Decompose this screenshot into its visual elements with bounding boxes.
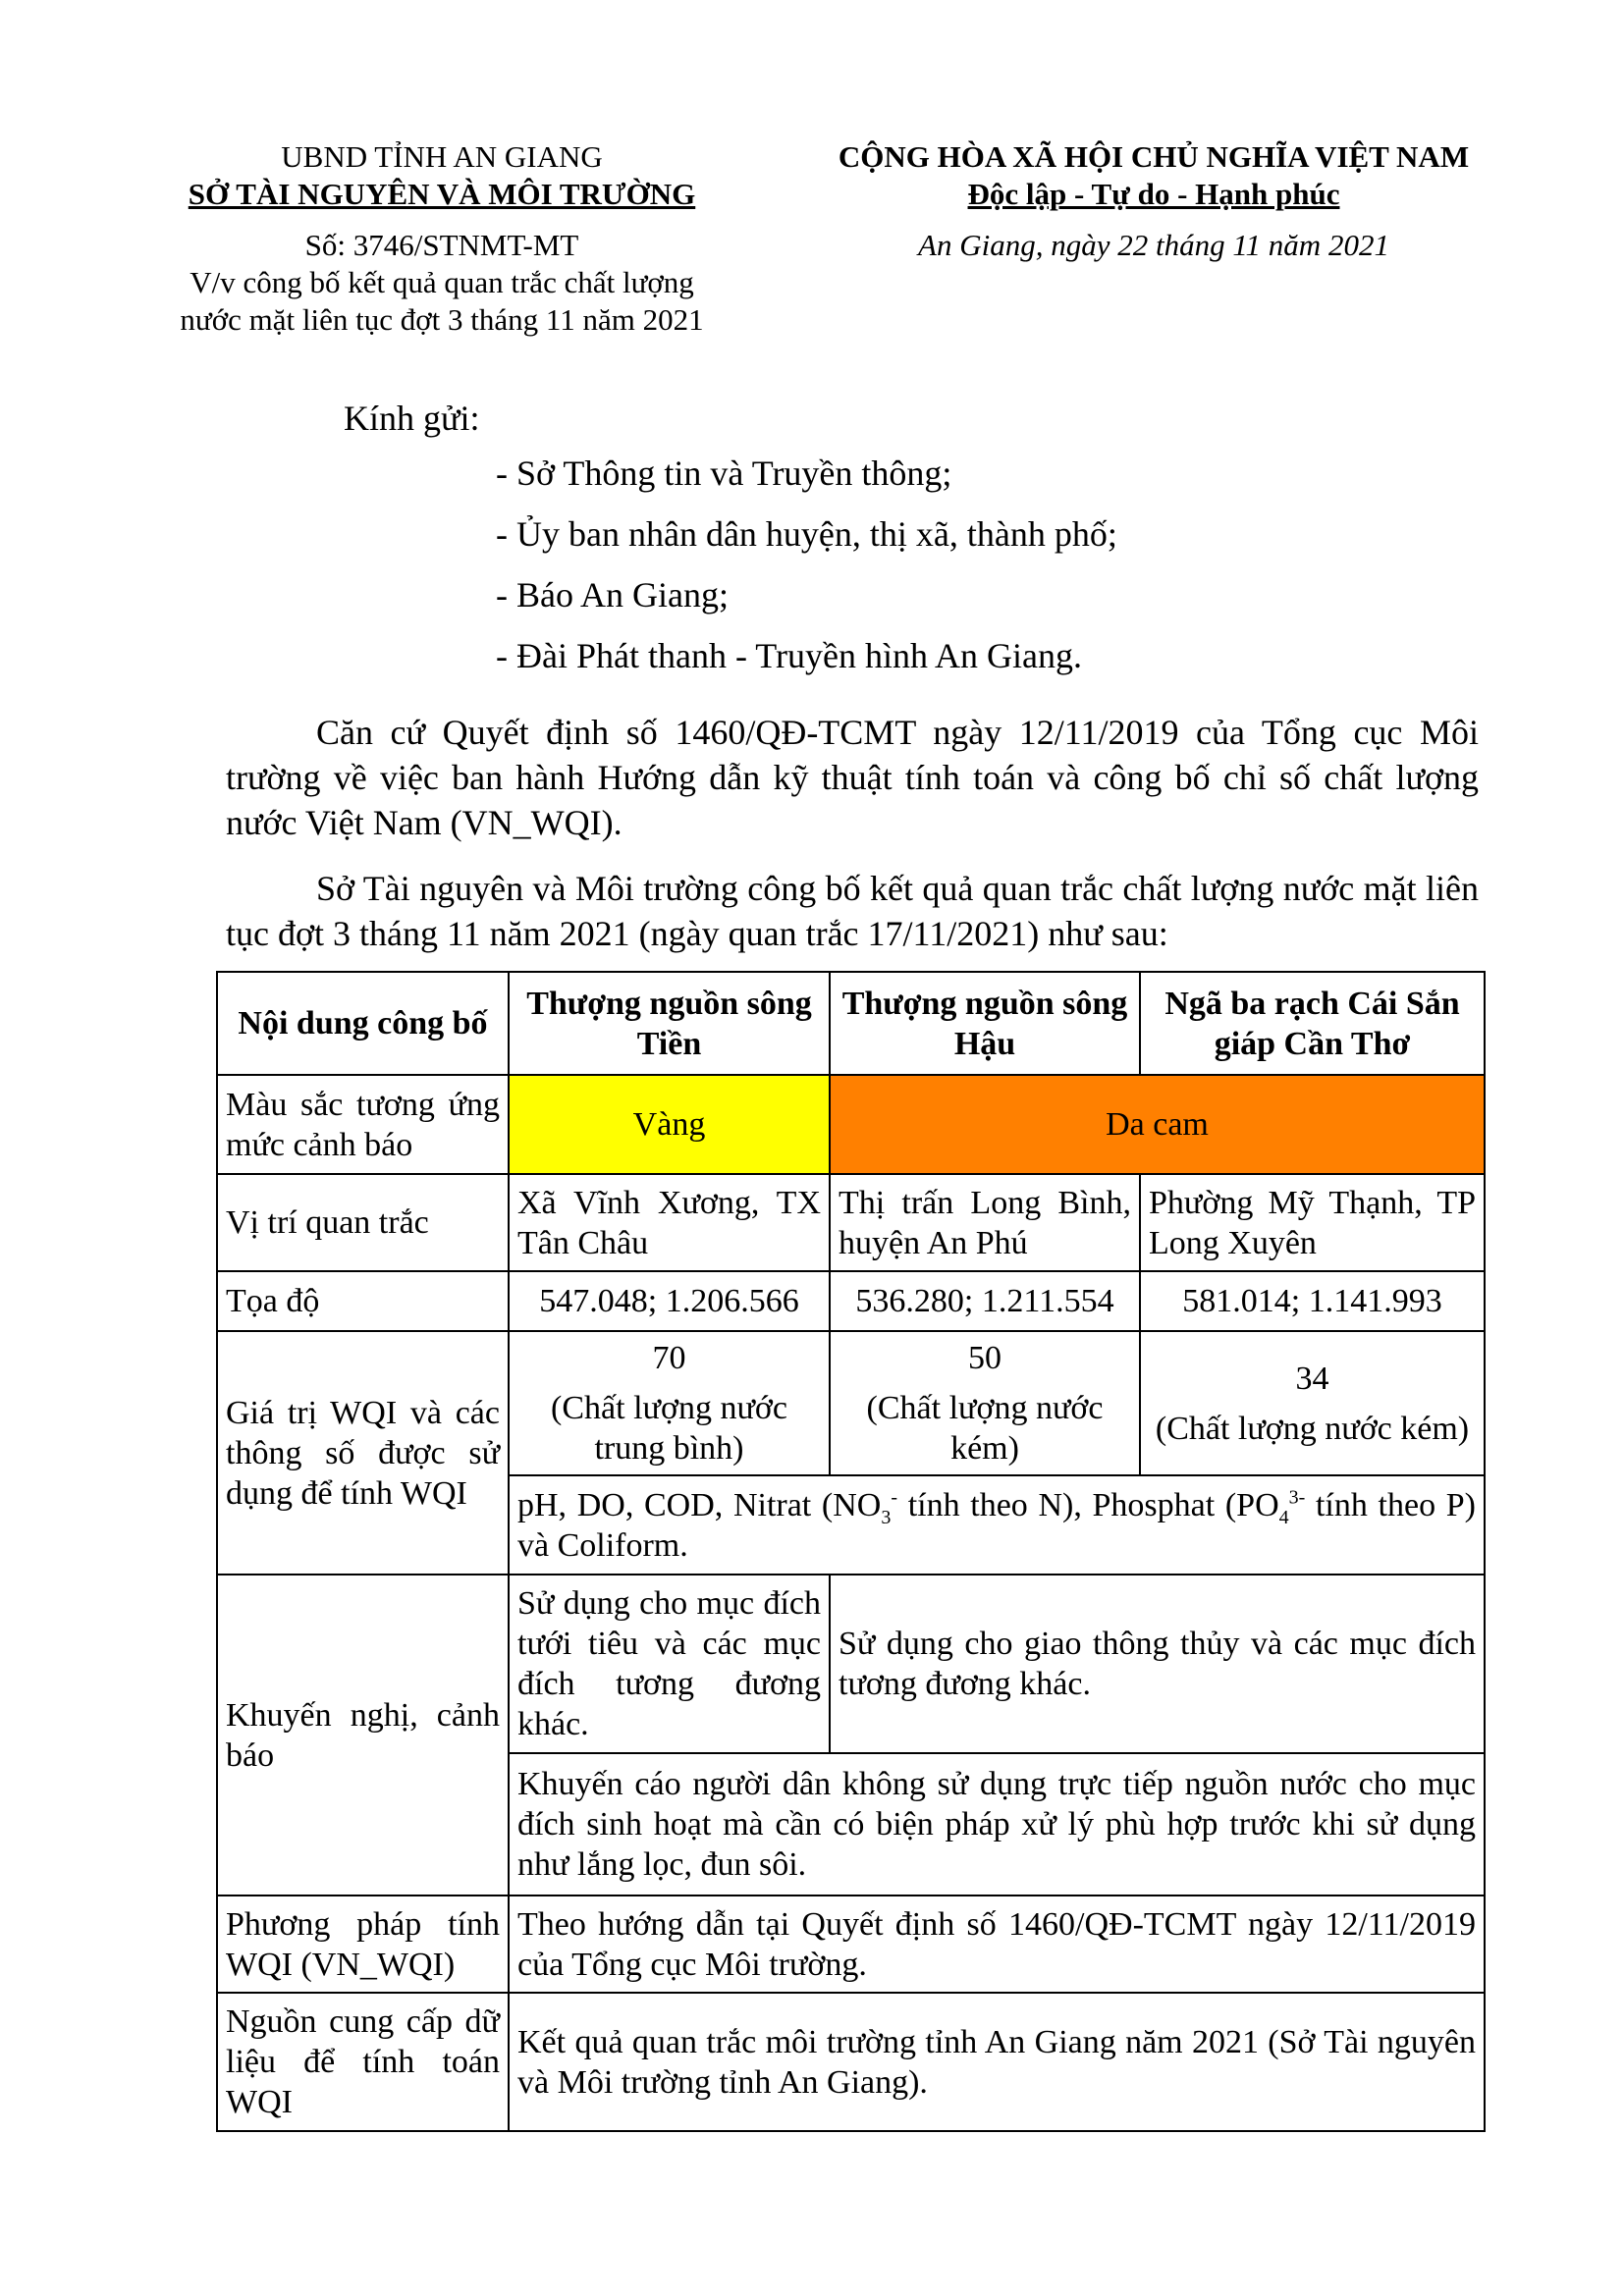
advice-cell: Sử dụng cho mục đích tưới tiêu và các mục đích tương đương khác. xyxy=(509,1575,830,1753)
params-sub: 3 xyxy=(881,1506,892,1528)
national-motto xyxy=(805,176,1502,213)
recipient-item: - Đài Phát thanh - Truyền hình An Giang. xyxy=(496,636,1082,675)
agency-department xyxy=(147,176,736,213)
wqi-value-cell xyxy=(1140,1331,1485,1475)
recipients-list xyxy=(496,443,1117,686)
table-row-wqi-values xyxy=(217,1331,1485,1475)
table-header-row xyxy=(217,972,1485,1075)
national-motto-text: Độc lập - Tự do - Hạnh phúc xyxy=(967,177,1340,211)
row-label: Nguồn cung cấp dữ liệu để tính toán WQI xyxy=(217,1993,509,2131)
wqi-quality: (Chất lượng nước kém) xyxy=(1155,1410,1470,1447)
recipient-item: - Ủy ban nhân dân huyện, thị xã, thành phố; xyxy=(496,514,1117,554)
row-label: Vị trí quan trắc xyxy=(217,1174,509,1271)
agency-block xyxy=(147,138,736,339)
header-cell: Thượng nguồn sông Tiền xyxy=(509,972,830,1075)
recipients-label: Kính gửi: xyxy=(344,399,480,438)
coordinate-cell: 536.280; 1.211.554 xyxy=(830,1271,1140,1331)
document-subject-line1: V/v công bố kết quả quan trắc chất lượng xyxy=(189,265,694,299)
location-cell: Thị trấn Long Bình, huyện An Phú xyxy=(830,1174,1140,1271)
row-label: Tọa độ xyxy=(217,1271,509,1331)
wqi-value-cell xyxy=(830,1331,1140,1475)
params-sup: 3- xyxy=(1288,1486,1306,1509)
params-sub: 4 xyxy=(1278,1506,1289,1528)
place-date: An Giang, ngày 22 tháng 11 năm 2021 xyxy=(918,228,1389,262)
agency-department-text: SỞ TÀI NGUYÊN VÀ MÔI TRƯỜNG xyxy=(188,177,696,211)
header-cell: Ngã ba rạch Cái Sắn giáp Cần Thơ xyxy=(1140,972,1485,1075)
wqi-parameters-cell xyxy=(509,1475,1485,1575)
header-cell: Thượng nguồn sông Hậu xyxy=(830,972,1140,1075)
paragraph-announcement: Sở Tài nguyên và Môi trường công bố kết quả quan trắc chất lượng nước mặt liên tục đợt 3 tháng 11 năm 2021 (ngày quan trắc 17/11/2021) như sau: xyxy=(226,869,1479,953)
wqi-number: 34 xyxy=(1295,1360,1329,1397)
method-cell: Theo hướng dẫn tại Quyết định số 1460/QĐ-TCMT ngày 12/11/2019 của Tổng cục Môi trường. xyxy=(509,1896,1485,1993)
paragraph-legal-basis: Căn cứ Quyết định số 1460/QĐ-TCMT ngày 12/11/2019 của Tổng cục Môi trường về việc ban hành Hướng dẫn kỹ thuật tính toán và công bố chỉ số chất lượng nước Việt Nam (VN_WQI). xyxy=(226,713,1479,842)
params-text: tính theo P) và Coliform. xyxy=(517,1486,1476,1564)
national-title: CỘNG HÒA XÃ HỘI CHỦ NGHĨA VIỆT NAM xyxy=(838,139,1470,174)
agency-province: UBND TỈNH AN GIANG xyxy=(281,139,603,174)
wqi-results-table xyxy=(216,971,1486,2132)
wqi-quality: (Chất lượng nước kém) xyxy=(866,1390,1104,1467)
table-row-location xyxy=(217,1174,1485,1271)
table-row-method xyxy=(217,1896,1485,1993)
advice-general-cell: Khuyến cáo người dân không sử dụng trực tiếp nguồn nước cho mục đích sinh hoạt mà cần có biện pháp xử lý phù hợp trước khi sử dụng như lắng lọc, đun sôi. xyxy=(509,1753,1485,1896)
row-label: Giá trị WQI và các thông số được sử dụng để tính WQI xyxy=(217,1331,509,1575)
location-cell: Phường Mỹ Thạnh, TP Long Xuyên xyxy=(1140,1174,1485,1271)
color-orange-cell: Da cam xyxy=(830,1075,1485,1174)
recipient-item: - Sở Thông tin và Truyền thông; xyxy=(496,454,952,493)
wqi-number: 70 xyxy=(652,1340,686,1376)
national-block xyxy=(805,138,1502,264)
table-row-source xyxy=(217,1993,1485,2131)
location-cell: Xã Vĩnh Xương, TX Tân Châu xyxy=(509,1174,830,1271)
header-cell: Nội dung công bố xyxy=(217,972,509,1075)
params-text: pH, DO, COD, Nitrat (NO xyxy=(517,1486,882,1523)
wqi-number: 50 xyxy=(968,1340,1001,1376)
source-cell: Kết quả quan trắc môi trường tỉnh An Giang năm 2021 (Sở Tài nguyên và Môi trường tỉnh An Giang). xyxy=(509,1993,1485,2131)
recipient-item: - Báo An Giang; xyxy=(496,575,729,614)
table-row-advice xyxy=(217,1575,1485,1753)
document-subject-line2: nước mặt liên tục đợt 3 tháng 11 năm 2021 xyxy=(180,302,704,337)
wqi-value-cell xyxy=(509,1331,830,1475)
coordinate-cell: 547.048; 1.206.566 xyxy=(509,1271,830,1331)
row-label: Màu sắc tương ứng mức cảnh báo xyxy=(217,1075,509,1174)
wqi-quality: (Chất lượng nước trung bình) xyxy=(551,1390,787,1467)
row-label: Khuyến nghị, cảnh báo xyxy=(217,1575,509,1896)
advice-cell: Sử dụng cho giao thông thủy và các mục đích tương đương khác. xyxy=(830,1575,1485,1753)
params-text: tính theo N), Phosphat (PO xyxy=(897,1486,1279,1523)
table-row-color xyxy=(217,1075,1485,1174)
row-label: Phương pháp tính WQI (VN_WQI) xyxy=(217,1896,509,1993)
document-number: Số: 3746/STNMT-MT xyxy=(304,228,579,262)
table-row-coordinates xyxy=(217,1271,1485,1331)
color-yellow-cell: Vàng xyxy=(509,1075,830,1174)
coordinate-cell: 581.014; 1.141.993 xyxy=(1140,1271,1485,1331)
params-sup: - xyxy=(891,1486,898,1509)
